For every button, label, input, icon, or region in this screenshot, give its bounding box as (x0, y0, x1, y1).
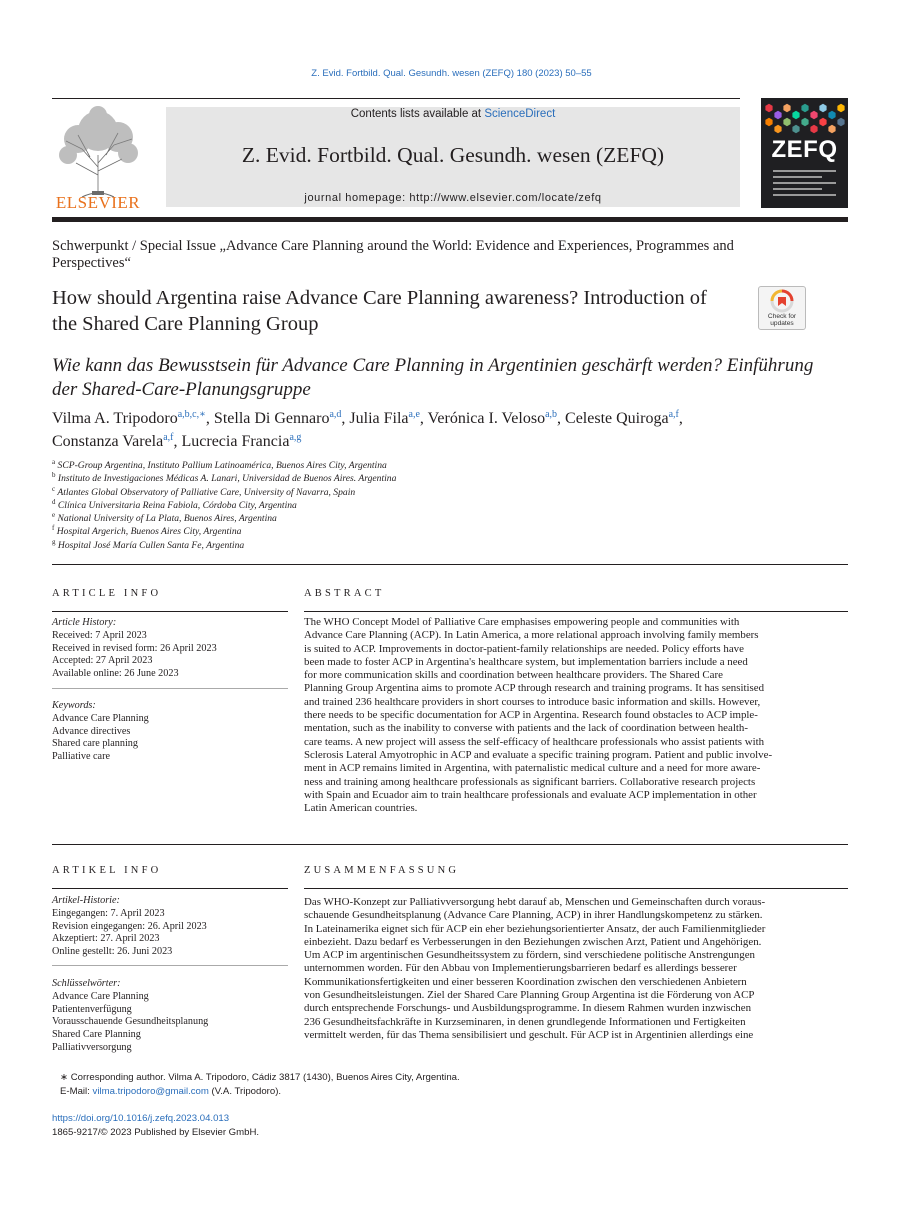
journal-homepage (166, 192, 740, 204)
contents-line (166, 108, 740, 120)
affiliation-text: Hospital José María Cullen Santa Fe, Argentina (57, 539, 245, 551)
author-name[interactable]: Constanza Varela (52, 433, 164, 450)
keyword-item: Advance Care Planning (52, 990, 149, 1002)
author-affiliation-marks[interactable]: a,d (329, 409, 342, 420)
history-item: Available online: 26 June 2023 (52, 668, 179, 680)
corresponding-author-footnote (52, 1071, 752, 1098)
cover-title: ZEFQ (771, 136, 838, 163)
affiliation-item (52, 486, 652, 499)
zusammenfassung-line: vermittelt werden, für das Thema sensibilisiert und geschult. Für ACP ist in Argentinien allerdings eine (304, 1028, 754, 1041)
author-affiliation-marks[interactable]: a,e (408, 409, 420, 420)
keyword-item: Shared care planning (52, 738, 138, 750)
author-affiliation-marks[interactable]: a,g (289, 432, 302, 443)
affiliation-text: Instituto de Investigaciones Médicas A. Lanari, Universidad de Buenos Aires. Argentina (57, 473, 397, 485)
abstract-line: there needs to be specific documentation for ACP in Argentina. Research found obstacles to ACP imple- (304, 709, 758, 722)
cover-hexagon (801, 118, 808, 126)
author-affiliation-marks[interactable]: a,f (668, 409, 679, 420)
cover-text-line (773, 194, 836, 196)
abstract-line: mentation, such as the inability to converse with patients and the lack of coordination between health- (304, 722, 748, 735)
abstract-rule (304, 611, 848, 612)
abstract-line: The WHO Concept Model of Palliative Care emphasises empowering people and communities with (304, 616, 740, 628)
cover-hexagon (801, 104, 808, 112)
affiliation-text: Atlantes Global Observatory of Palliative Care, University of Navarra, Spain (57, 486, 356, 498)
history-item: Received: 7 April 2023 (52, 629, 147, 641)
author-name[interactable]: Stella Di Gennaro (213, 410, 330, 427)
affiliation-item (52, 512, 652, 525)
abstract-heading: ABSTRACT (304, 588, 385, 599)
cover-hexagon (819, 104, 826, 112)
affiliation-mark: c (52, 484, 56, 493)
keyword-item: Patientenverfügung (52, 1003, 132, 1015)
affiliation-item (52, 539, 652, 552)
doi-link[interactable]: https://doi.org/10.1016/j.zefq.2023.04.013 (52, 1113, 230, 1124)
author-name[interactable]: Lucrecia Francia (181, 433, 290, 450)
check-for-updates-label: Check for updates (767, 313, 797, 327)
journal-citation[interactable]: Z. Evid. Fortbild. Qual. Gesundh. wesen (ZEFQ) 180 (2023) 50–55 (311, 68, 592, 79)
history-item: Akzeptiert: 27. April 2023 (52, 933, 160, 945)
cover-hexagon (792, 125, 799, 133)
artikel-info-heading: ARTIKEL INFO (52, 865, 162, 876)
cover-hexagon (828, 111, 835, 119)
zusammenfassung-line: einbezieht. Dazu bedarf es Verbesserungen in den Beziehungen zwischen Arzt, Patient und Angehörigen. (304, 935, 762, 948)
cover-text-line (773, 170, 836, 172)
cover-hexagon (837, 104, 844, 112)
email-link[interactable]: vilma.tripodoro@gmail.com (92, 1085, 209, 1097)
schluesselwoerter (52, 978, 288, 1055)
zusammenfassung-line: Kommunikationsfertigkeiten und einer besseren Koordination zwischen den verschiedenen Anbietern (304, 975, 747, 988)
zusammenfassung-line: 236 Gesundheitsfachkräfte in Kurzseminaren, in denen grundlegende Informationen und Fertigkeiten (304, 1015, 746, 1028)
cover-hexagon (765, 118, 772, 126)
abstract-line: and trained 236 healthcare providers in short courses to introduce basic information and skills. However, (304, 695, 761, 708)
cover-hexagon (783, 104, 790, 112)
cover-hexagon (765, 104, 772, 112)
affiliation-list (52, 459, 652, 552)
journal-cover[interactable] (761, 98, 848, 208)
abstract-line: with Spain and Ecuador aim to train healthcare professionals and evaluate ACP implementation in other (304, 788, 757, 801)
author-affiliation-marks[interactable]: a,f (163, 432, 174, 443)
sciencedirect-link[interactable]: ScienceDirect (484, 108, 556, 120)
keyword-item: Palliativversorgung (52, 1041, 132, 1053)
cover-hexagon (792, 111, 799, 119)
email-line (52, 1085, 752, 1099)
affiliation-item (52, 499, 652, 512)
check-for-updates-icon (759, 289, 805, 315)
keywords (52, 700, 288, 764)
abstract-body (304, 616, 848, 815)
history-item: Revision eingegangen: 26. April 2023 (52, 920, 207, 932)
zusammenfassung-line: schauende Gesundheitsplanung (Advance Care Planning, ACP) in ihrer Handlungskompetenz zu stärken. (304, 909, 763, 922)
author-separator: , (678, 410, 683, 427)
check-for-updates-button[interactable] (758, 286, 806, 330)
header-bottom-rule (52, 217, 848, 222)
author-separator: , (341, 410, 350, 427)
cover-text-line (773, 188, 822, 190)
affiliation-item (52, 525, 652, 538)
article-history-label: Article History: (52, 617, 117, 628)
zusammenfassung-line: Das WHO-Konzept zur Palliativversorgung hebt darauf ab, Menschen und Gemeinschaften durch voraus- (304, 896, 766, 908)
doi-block (52, 1112, 452, 1139)
abstract-line: Latin American countries. (304, 802, 418, 815)
cover-hexagon (783, 118, 790, 126)
zusammenfassung-heading: ZUSAMMENFASSUNG (304, 865, 460, 876)
cover-text-line (773, 176, 822, 178)
contents-prefix: Contents lists available at (350, 108, 485, 120)
affiliation-text: Clínica Universitaria Reina Fabiola, Córdoba City, Argentina (57, 499, 297, 511)
keyword-item: Shared Care Planning (52, 1029, 141, 1041)
affiliation-text: SCP-Group Argentina, Instituto Pallium Latinoamérica, Buenos Aires City, Argentina (57, 460, 387, 471)
cover-text-line (773, 182, 836, 184)
keywords-rule (52, 688, 288, 689)
schluesselwoerter-label: Schlüsselwörter: (52, 978, 121, 989)
corresponding-author-line: ∗ Corresponding author. Vilma A. Tripodoro, Cádiz 3817 (1430), Buenos Aires City, Argentina. (60, 1072, 460, 1083)
email-label: E-Mail: (60, 1085, 93, 1097)
author-separator: , (557, 410, 566, 427)
article-history (52, 617, 288, 681)
affiliation-item (52, 472, 652, 485)
cover-hexagon (837, 118, 844, 126)
zusammenfassung-body (304, 896, 848, 1042)
article-title: How should Argentina raise Advance Care Planning awareness? Introduction of the Shared Care Planning Group (52, 287, 707, 335)
affiliation-mark: b (52, 471, 56, 480)
abstract-line: care teams. A new project will assess the self-efficacy of healthcare professionals who assist patients with (304, 735, 765, 748)
affiliation-mark: g (52, 537, 56, 546)
abstract-line: Advance Care Planning (ACP). In Latin America, a more relational approach involving family members (304, 629, 759, 642)
affiliation-text: National University of La Plata, Buenos Aires, Argentina (57, 513, 277, 525)
zusammenfassung-line: unternommen worden. Für den Abbau von Implementierungsbarrieren bedarf es allerdings besserer (304, 962, 737, 975)
section-divider (52, 844, 848, 845)
artikel-info-rule (52, 888, 288, 889)
author-affiliation-marks[interactable]: a,b,c,∗ (177, 409, 206, 420)
cover-hexagon (819, 118, 826, 126)
author-name[interactable]: Celeste Quiroga (565, 410, 669, 427)
keyword-item: Palliative care (52, 751, 110, 763)
author-separator: , (419, 410, 428, 427)
article-info-rule (52, 611, 288, 612)
affiliation-mark: d (52, 497, 56, 506)
abstract-line: ness and training among healthcare professionals as significant barriers. Collaborative research projects (304, 775, 756, 788)
article-info-heading: ARTICLE INFO (52, 588, 162, 599)
author-separator: , (173, 433, 182, 450)
abstract-line: Sclerosis Lateral Amyotrophic in ACP and evaluate a specific training program. Patient and public involve- (304, 748, 773, 761)
special-issue-label: Schwerpunkt / Special Issue „Advance Care Planning around the World: Evidence and Experiences, Programmes and Perspectives“ (52, 238, 734, 271)
section-divider (52, 564, 848, 565)
header-top-rule (52, 98, 740, 99)
artikel-historie-label: Artikel-Historie: (52, 895, 120, 906)
schluesselwoerter-rule (52, 965, 288, 966)
abstract-line: for more communication skills and coordination between healthcare providers. The Shared Care (304, 669, 723, 682)
cover-hexagon (774, 111, 781, 119)
homepage-link[interactable]: http://www.elsevier.com/locate/zefq (409, 192, 602, 204)
cover-hexagon (810, 125, 817, 133)
artikel-historie (52, 895, 288, 959)
zusammenfassung-line: durch entsprechende Forschungs- und Ausbildungsprogramme. In diesem Rahmen wurden inzwischen (304, 1002, 752, 1015)
history-item: Online gestellt: 26. Juni 2023 (52, 946, 173, 958)
abstract-line: been made to foster ACP in Argentina's healthcare system, but implementation barriers include a need (304, 655, 748, 668)
affiliation-item (52, 459, 652, 472)
author-name[interactable]: Julia Fila (349, 410, 409, 427)
author-name[interactable]: Verónica I. Veloso (427, 410, 546, 427)
keyword-item: Advance directives (52, 725, 131, 737)
elsevier-wordmark: ELSEVIER (55, 193, 141, 212)
author-separator: , (205, 410, 214, 427)
zusammenfassung-line: von Gesundheitsleistungen. Ziel der Shared Care Planning Group Argentina ist die Förderung von ACP (304, 989, 755, 1002)
affiliation-mark: a (52, 458, 56, 466)
affiliation-text: Hospital Argerich, Buenos Aires City, Argentina (56, 526, 242, 538)
elsevier-logo (52, 105, 144, 213)
cover-hexagon (774, 125, 781, 133)
history-item: Accepted: 27 April 2023 (52, 655, 153, 667)
zusammenfassung-line: Um ACP im argentinischen Gesundheitssystem zu fördern, sind verschiedene politische Anstrengungen (304, 949, 755, 962)
keyword-item: Advance Care Planning (52, 712, 149, 724)
cover-hexagon (828, 125, 835, 133)
author-list (52, 407, 842, 453)
journal-title: Z. Evid. Fortbild. Qual. Gesundh. wesen (ZEFQ) (241, 143, 665, 167)
abstract-line: is suited to ACP. Improvements in doctor-patient-family relationships are needed. Policy efforts have (304, 642, 744, 655)
affiliation-mark: e (52, 511, 56, 520)
issn-copyright-line: 1865-9217/© 2023 Published by Elsevier GmbH. (52, 1126, 260, 1138)
abstract-line: ment in ACP remains limited in Argentina, with paternalistic medical culture and a need for more aware- (304, 762, 761, 775)
author-affiliation-marks[interactable]: a,b (545, 409, 558, 420)
zusammenfassung-line: In Lateinamerika eignet sich für ACP ein eher beziehungsorientierter Ansatz, der auch Familienmitglieder (304, 922, 766, 935)
cover-hexagon (810, 111, 817, 119)
homepage-prefix: journal homepage: (304, 192, 410, 204)
affiliation-mark: f (52, 524, 55, 533)
abstract-line: Planning Group Argentina aims to promote ACP through research and training programs. It has sensitised (304, 682, 765, 695)
german-title: Wie kann das Bewusstsein für Advance Care Planning in Argentinien geschärft werden? Einführung der Shared-Care-Planungsgruppe (52, 355, 814, 400)
keyword-item: Vorausschauende Gesundheitsplanung (52, 1016, 209, 1028)
zusammenfassung-rule (304, 888, 848, 889)
history-item: Received in revised form: 26 April 2023 (52, 642, 217, 654)
author-name[interactable]: Vilma A. Tripodoro (52, 410, 178, 427)
keywords-label: Keywords: (52, 700, 96, 711)
history-item: Eingegangen: 7. April 2023 (52, 907, 165, 919)
email-suffix: (V.A. Tripodoro). (208, 1085, 282, 1097)
